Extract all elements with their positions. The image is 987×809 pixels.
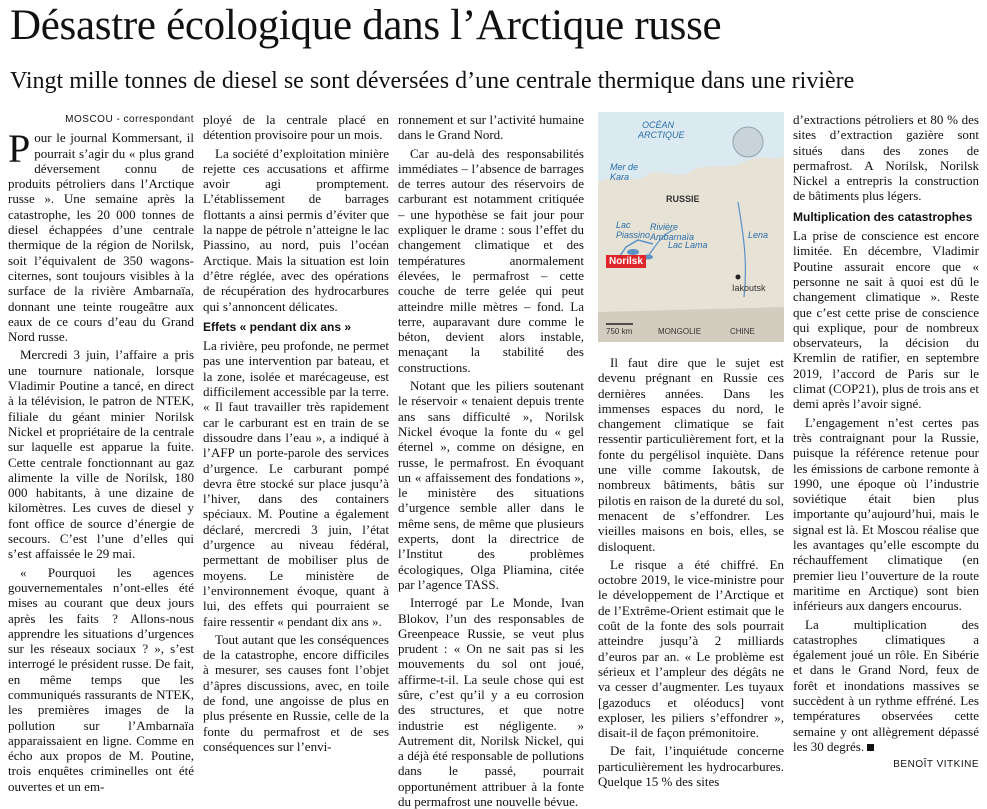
paragraph: d’extractions pétroliers et 80 % des sites d’extraction gazière sont situés dans des zones de permafrost. A Norilsk, Norilsk Nickel a entrepris la construction de bâtiments plus légers. (793, 112, 979, 204)
paragraph: Tout autant que les conséquences de la catastrophe, encore difficiles à mesurer, ses causes font l’objet d’âpres discussions, avec, en toile de fond, une angoisse de plus en plus présente en Russie, celle de la fonte du permafrost et de ses conséquences sur l’envi- (203, 631, 389, 754)
dateline: MOSCOU - correspondant (65, 114, 194, 125)
dropcap: P (8, 126, 31, 172)
column-2 (203, 112, 389, 752)
paragraph: ployé de la centrale placé en détention provisoire pour un mois. (203, 112, 389, 143)
column-3 (398, 112, 584, 809)
end-mark (867, 744, 874, 751)
paragraph: Pour le journal Kommersant, il pourrait s’agir du « plus grand déversement connu de produits pétroliers dans l’Arctique russe ». Une semaine après la catastrophe, les 20 000 tonnes de diesel échappées d’une centrale thermique de la région de Norilsk, soit l’équivalent de 350 wagons-citernes, sont toujours visibles à la surface de la rivière Ambarnaïa, donnant une teinte rougeâtre aux eaux de ce cours d’eau du Grand Nord russe. (8, 126, 194, 345)
paragraph: La prise de conscience est encore limitée. En décembre, Vladimir Poutine assurait encore que « personne ne sait à quoi est dû le changement climatique ». Reste que c’est cette prise de conscience qui explique, pour de nombreux observateurs, la décision du Kremlin de ratifier, en septembre 2019, l’accord de Paris sur le climat (COP21), plus de trois ans et demi après l’avoir signé. (793, 228, 979, 412)
section-heading: Effets « pendant dix ans » (203, 319, 352, 334)
paragraph: Mercredi 3 juin, l’affaire a pris une tournure nationale, lorsque Vladimir Poutine a tancé, en direct à la télévision, le patron de NTEK, filiale du géant minier Norilsk Nickel et propriétaire de la centrale sur laquelle est apparue la fuite. Cette centrale fonctionnant au gaz alimente la ville de Norilsk, 180 000 habitants, à une dizaine de kilomètres. Les cuves de diesel y font office de source d’énergie de secours. C’est l’une d’elles qui s’est affaissée le 29 mai. (8, 347, 194, 562)
map-label-iakoutsk: Iakoutsk (732, 283, 766, 293)
map-label-lake-piassino: Lac Piassino (616, 220, 651, 240)
paragraph: Il faut dire que le sujet est devenu prégnant en Russie ces dernières années. Dans les immenses espaces du nord, le changement climatique se fait ressentir particulièrement fort, et la fonte du pergélisol inquiète. Dans une ville comme Iakoutsk, de nombreux bâtiments, bâtis sur pilotis en raison de la dureté du sol, menacent de s’effondrer. Les vieilles maisons en bois, elles, se disloquent. (598, 355, 784, 554)
map-label-lake-lama: Lac Lama (668, 240, 708, 250)
map-label-river: Rivière Ambarnaïa (650, 222, 695, 242)
map-label-russia: RUSSIE (666, 194, 700, 204)
map-label-lena: Lena (748, 230, 769, 240)
paragraph: Le risque a été chiffré. En octobre 2019, le vice-ministre pour le développement de l’Arctique et de l’Extrême-Orient estimait que le coût de la fonte des sols pourrait atteindre jusqu’à 2 milliards d’euros par an. « Le problème est sérieux et l’ampleur des dégâts ne va cesser d’augmenter. Les tuyaux [gazoducs et oléoducs] vont exploser, les piliers s’effondrer », disait-il de façon prémonitoire. (598, 556, 784, 741)
subheadline: Vingt mille tonnes de diesel se sont déversées d’une centrale thermique dans une rivière (10, 68, 855, 94)
map-scale: 750 km (606, 327, 633, 336)
paragraph: Interrogé par Le Monde, Ivan Blokov, l’un des responsables de Greenpeace Russie, se veut plus prudent : « On ne sait pas si les mouvements du sol ont joué, affirme-t-il. La seule chose qui est sûre, c’est qu’il y a eu corrosion des structures, et que notre industrie est négligente. » Autrement dit, Norilsk Nickel, qui a déjà été responsable de pollutions dans le passé, pourrait opportunément attribuer à la fonte du permafrost une nouvelle bévue. (398, 595, 584, 809)
paragraph: ronnement et sur l’activité humaine dans le Grand Nord. (398, 112, 584, 143)
paragraph: L’engagement n’est certes pas très contraignant pour la Russie, puisque la référence retenue pour les émissions de carbone remonte à 1990, une époque où l’industrie soviétique était bien plus importante qu’aujourd’hui, mais le signal est là. Et Moscou réalise que les avantages qu’elle escompte du réchauffement climatique (en premier lieu l’ouverture de la route maritime en Arctique) sont bien inférieurs aux dangers encourus. (793, 414, 979, 614)
paragraph: La multiplication des catastrophes climatiques a également joué un rôle. En Sibérie et dans le Grand Nord, feux de forêt et inondations massives se succèdent à un rythme effréné. Les températures observées cette semaine y ont allègrement dépassé les 30 degrés. (793, 616, 979, 754)
map-label-norilsk: Norilsk (606, 255, 646, 268)
paragraph: « Pourquoi les agences gouvernementales n’ont-elles été mises au courant que deux jours après les faits ? Allons-nous apprendre les situations d’urgences sur les réseaux sociaux ? », s’est interrogé le président russe. De fait, en même temps que les communiqués rassurants de NTEK, les premières images de la pollution sur l’Ambarnaïa apparaissaient en ligne. Comme en écho aux propos de M. Poutine, trois enquêtes criminelles ont été ouvertes et un em- (8, 564, 194, 794)
section-heading: Multiplication des catastrophes (793, 209, 973, 224)
paragraph: Notant que les piliers soutenant le réservoir « tenaient depuis trente ans sans difficulté », Norilsk Nickel évoque la fonte du « gel éternel », comme on désigne, en russe, le permafrost. En évoquant un « affaissement des fondations », le ministère des situations d’urgence semble aller dans le même sens, de même que plusieurs experts, dont la directrice de l’Institut des problèmes écologiques, Olga Pliamina, citée par l’agence TASS. (398, 378, 584, 592)
paragraph: De fait, l’inquiétude concerne particulièrement les hydrocarbures. Quelque 15 % des sites (598, 743, 784, 790)
author-signature: BENOÎT VITKINE (893, 759, 979, 771)
column-3b (598, 355, 784, 790)
paragraph: La rivière, peu profonde, ne permet pas une intervention par bateau, et la zone, isolée et marécageuse, est difficilement accessible par la terre. « Il faut travailler très rapidement car le carburant est en train de se dissoudre dans l’eau », a indiqué à l’AFP un porte-parole des services d’urgence. Le carburant pompé devra être stocké sur place jusqu’à l’hiver, dans des containers spéciaux. M. Poutine a également déclaré, mercredi 3 juin, l’état d’urgence au niveau fédéral, permettant de mobiliser plus de moyens. Le ministère de l’environnement évoque, quant à lui, des effets qui pourraient se faire ressentir « pendant dix ans ». (203, 338, 389, 629)
map-label-mongolia: MONGOLIE (658, 327, 702, 336)
paragraph: La société d’exploitation minière rejette ces accusations et affirme avoir agi promptement. L’établissement de barrages flottants a ainsi permis d’éviter que la nappe de pétrole n’atteigne le lac Piassino, au nord, puis l’océan Arctique. Mais la situation est loin d’être réglée, avec des opérations de récupération des hydrocarbures qui s’annoncent délicates. (203, 145, 389, 314)
paragraph: Car au-delà des responsabilités immédiates – l’absence de barrages de terres autour des réservoirs de carburant est notamment critiquée – une hypothèse se fait jour pour expliquer le drame : sous l’effet du changement climatique et des températures anormalement élevées, le permafrost – cette couche de terre gelée qui peut atteindre mille mètres – fond. La terre, auparavant dure comme le béton, devient alors instable, menaçant la stabilité des constructions. (398, 145, 584, 375)
map-label-ocean: OCÉAN ARCTIQUE (638, 120, 685, 140)
column-1 (8, 112, 194, 794)
map-label-china: CHINE (730, 327, 755, 336)
headline: Désastre écologique dans l’Arctique russe (10, 2, 722, 49)
map-label-sea: Mer de Kara (610, 162, 639, 182)
column-4 (793, 112, 979, 771)
map-figure (598, 112, 784, 342)
